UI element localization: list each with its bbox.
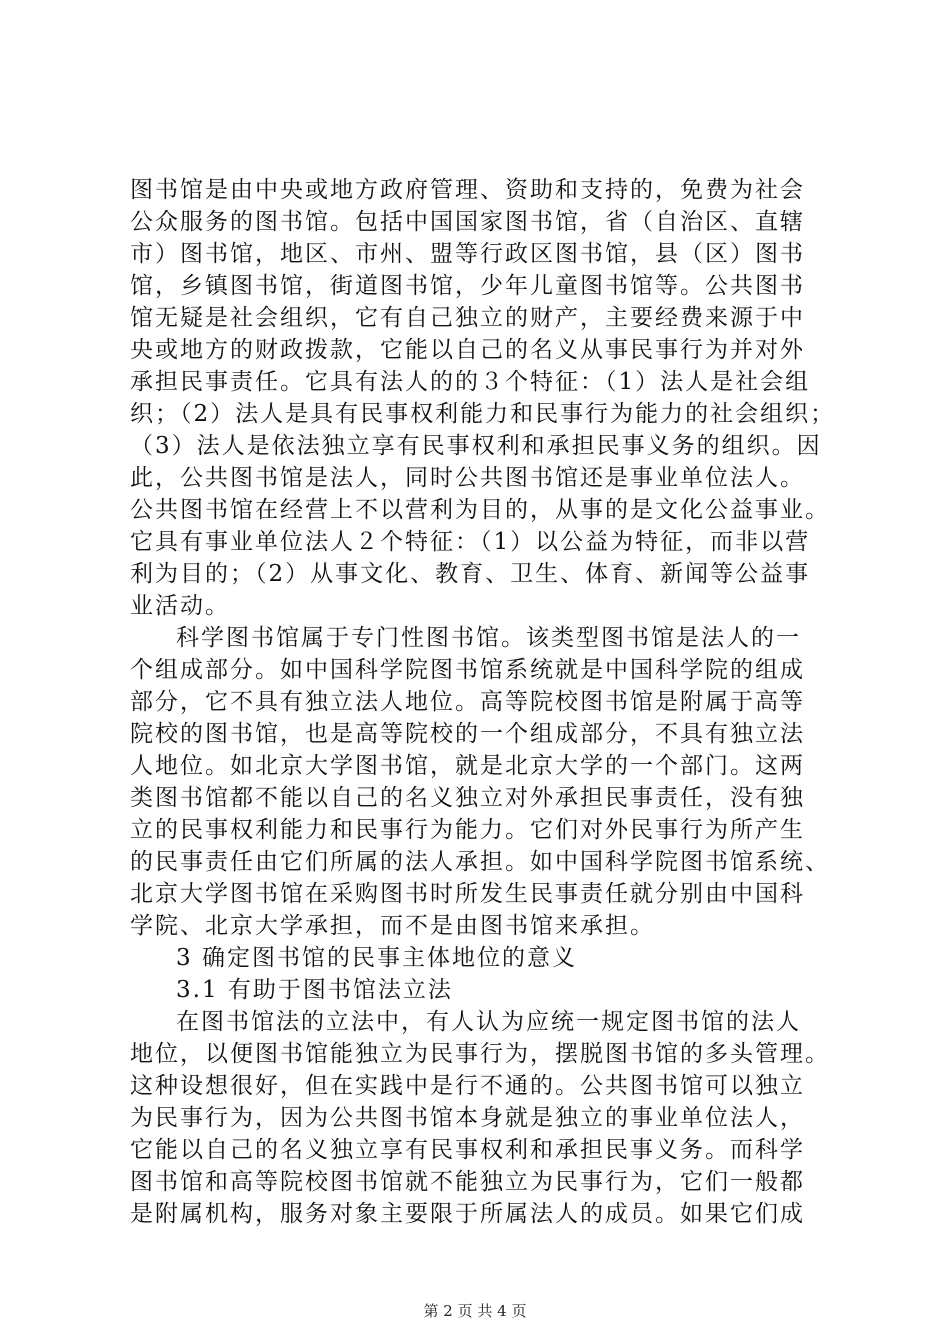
text-line: 公众服务的图书馆。包括中国国家图书馆，省（自治区、直辖: [130, 209, 805, 235]
text-line: 此，公共图书馆是法人，同时公共图书馆还是事业单位法人。: [130, 465, 805, 491]
text-line: （3）法人是依法独立享有民事权利和承担民事义务的组织。因: [130, 433, 822, 459]
text-line: 公共图书馆在经营上不以营利为目的，从事的是文化公益事业。: [130, 497, 830, 523]
page-footer: [0, 1301, 950, 1321]
text-line: 立的民事权利能力和民事行为能力。它们对外民事行为所产生: [130, 817, 805, 843]
text-line: 利为目的；（2）从事文化、教育、卫生、体育、新闻等公益事: [130, 561, 811, 587]
text-line: 为民事行为，因为公共图书馆本身就是独立的事业单位法人，: [130, 1105, 805, 1131]
paragraph-first-line: 科学图书馆属于专门性图书馆。该类型图书馆是法人的一: [176, 625, 801, 651]
text-line: 是附属机构，服务对象主要限于所属法人的成员。如果它们成: [130, 1201, 805, 1227]
text-line: 学院、北京大学承担，而不是由图书馆来承担。: [130, 913, 655, 939]
page-number: 第 2 页 共 4 页: [423, 1302, 527, 1320]
paragraph-first-line: 在图书馆法的立法中，有人认为应统一规定图书馆的法人: [176, 1009, 801, 1035]
text-line: 市）图书馆，地区、市州、盟等行政区图书馆，县（区）图书: [130, 241, 805, 267]
text-line: 它能以自己的名义独立享有民事权利和承担民事义务。而科学: [130, 1137, 805, 1163]
text-line: 人地位。如北京大学图书馆，就是北京大学的一个部门。这两: [130, 753, 805, 779]
text-line: 织；（2）法人是具有民事权利能力和民事行为能力的社会组织；: [130, 401, 836, 427]
text-line: 个组成部分。如中国科学院图书馆系统就是中国科学院的组成: [130, 657, 805, 683]
text-line: 央或地方的财政拨款，它能以自己的名义从事民事行为并对外: [130, 337, 805, 363]
text-line: 地位，以便图书馆能独立为民事行为，摆脱图书馆的多头管理。: [130, 1041, 830, 1067]
text-line: 类图书馆都不能以自己的名义独立对外承担民事责任，没有独: [130, 785, 805, 811]
text-line: 北京大学图书馆在采购图书时所发生民事责任就分别由中国科: [130, 881, 805, 907]
text-line: 的民事责任由它们所属的法人承担。如中国科学院图书馆系统、: [130, 849, 830, 875]
text-line: 图书馆和高等院校图书馆就不能独立为民事行为，它们一般都: [130, 1169, 805, 1195]
text-line: 院校的图书馆，也是高等院校的一个组成部分，不具有独立法: [130, 721, 805, 747]
text-line: 馆无疑是社会组织，它有自己独立的财产，主要经费来源于中: [130, 305, 805, 331]
text-line: 它具有事业单位法人２个特征：（1）以公益为特征，而非以营: [130, 529, 811, 555]
document-body: [130, 174, 836, 1230]
section-heading: 3 确定图书馆的民事主体地位的意义: [176, 945, 577, 971]
text-line: 馆，乡镇图书馆，街道图书馆，少年儿童图书馆等。公共图书: [130, 273, 805, 299]
text-line: 承担民事责任。它具有法人的的３个特征：（1）法人是社会组: [130, 369, 811, 395]
text-line: 这种设想很好，但在实践中是行不通的。公共图书馆可以独立: [130, 1073, 805, 1099]
text-line: 业活动。: [130, 593, 230, 619]
text-line: 部分，它不具有独立法人地位。高等院校图书馆是附属于高等: [130, 689, 805, 715]
text-line: 图书馆是由中央或地方政府管理、资助和支持的，免费为社会: [130, 177, 805, 203]
subsection-heading: 3.1 有助于图书馆法立法: [176, 977, 453, 1003]
